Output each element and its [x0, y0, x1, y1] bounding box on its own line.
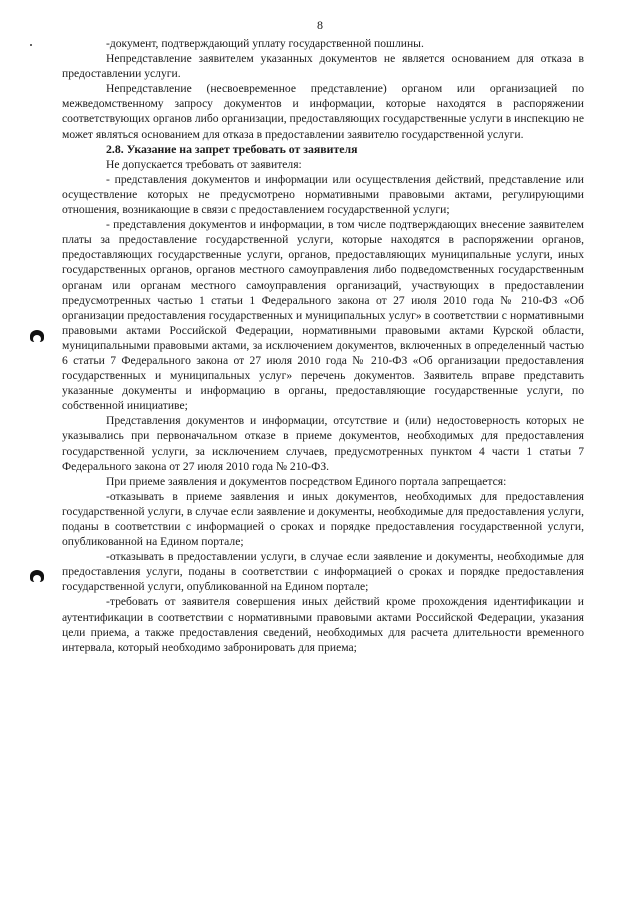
- paragraph: Непредставление (несвоевременное представление) органом или организацией по межведомственному запросу документов и информации, которые находятся в распоряжении соответствующих органов либо организации, предоставляющих государственные услуги в инспекцию не может являться основанием для отказа в предоставлении заявителю государственной услуги.: [62, 82, 584, 141]
- paragraph: -документ, подтверждающий уплату государственной пошлины.: [106, 37, 424, 50]
- paragraph: - представления документов и информации, в том числе подтверждающих внесение заявителем платы за предоставление государственной услуги, которые находятся в распоряжении органов, предоставляющих государственные услуги, органов, предоставляющих муниципальные услуги, иных государственных органов, органов местного самоуправления либо подведомственных государственным органам или органам местного самоуправления организаций, участвующих в предоставлении предусмотренных частью 1 статьи 1 Федерального закона от 27 июля 2010 года № 210-ФЗ «Об организации предоставления государственных и муниципальных услуг» в соответствии с нормативными правовыми актами Российской Федерации, нормативными правовыми актами Курской области, муниципальными правовыми актами, за исключением документов, включенных в определенный частью 6 статьи 7 Федерального закона от 27 июля 2010 года № 210-ФЗ «Об организации предоставления государственных и муниципальных услуг» перечень документов. Заявитель вправе представить указанные документы и информацию в органы, предоставляющие государственные услуги, по собственной инициативе;: [62, 218, 584, 413]
- paragraph: Представления документов и информации, отсутствие и (или) недостоверность которых не указывались при первоначальном отказе в приеме документов, необходимых для предоставления государственной услуги, за исключением случаев, предусмотренных пунктом 4 части 1 статьи 7 Федерального закона от 27 июля 2010 года № 210-ФЗ.: [62, 414, 584, 473]
- paragraph: Не допускается требовать от заявителя:: [106, 157, 302, 171]
- paragraph: Непредставление заявителем указанных документов не является основанием для отказа в предоставлении услуги.: [62, 52, 584, 81]
- paragraph: -требовать от заявителя совершения иных действий кроме прохождения идентификации и аутентификации в соответствии с нормативными правовыми актами Российской Федерации, указания цели приема, а также предоставления сведений, необходимых для расчета длительности временного интервала, который необходимо забронировать для приема;: [62, 595, 584, 654]
- punch-hole-upper: [30, 330, 44, 342]
- section-heading: 2.8. Указание на запрет требовать от заявителя: [106, 141, 358, 156]
- paragraph: -отказывать в предоставлении услуги, в случае если заявление и документы, необходимые для предоставления услуги, поданы в соответствии с информацией о сроках и порядке предоставления государственной услуги, опубликованной на Едином портале;: [62, 550, 584, 594]
- document-body: [62, 36, 584, 655]
- punch-hole-lower: [30, 570, 44, 582]
- paragraph: При приеме заявления и документов посредством Единого портала запрещается:: [106, 474, 507, 488]
- page-number: 8: [317, 18, 323, 32]
- scan-speck: [30, 44, 32, 46]
- paragraph: -отказывать в приеме заявления и иных документов, необходимых для предоставления государственной услуги, в случае если заявление и документы, необходимые для предоставления услуги, поданы в соответствии с информацией о сроках и порядке предоставления государственной услуги, опубликованной на Едином портале;: [62, 489, 584, 549]
- paragraph: - представления документов и информации или осуществления действий, представление или осуществление которых не предусмотрено нормативными правовыми актами, регулирующими отношения, возникающие в связи с предоставлением государственной услуги;: [62, 172, 584, 217]
